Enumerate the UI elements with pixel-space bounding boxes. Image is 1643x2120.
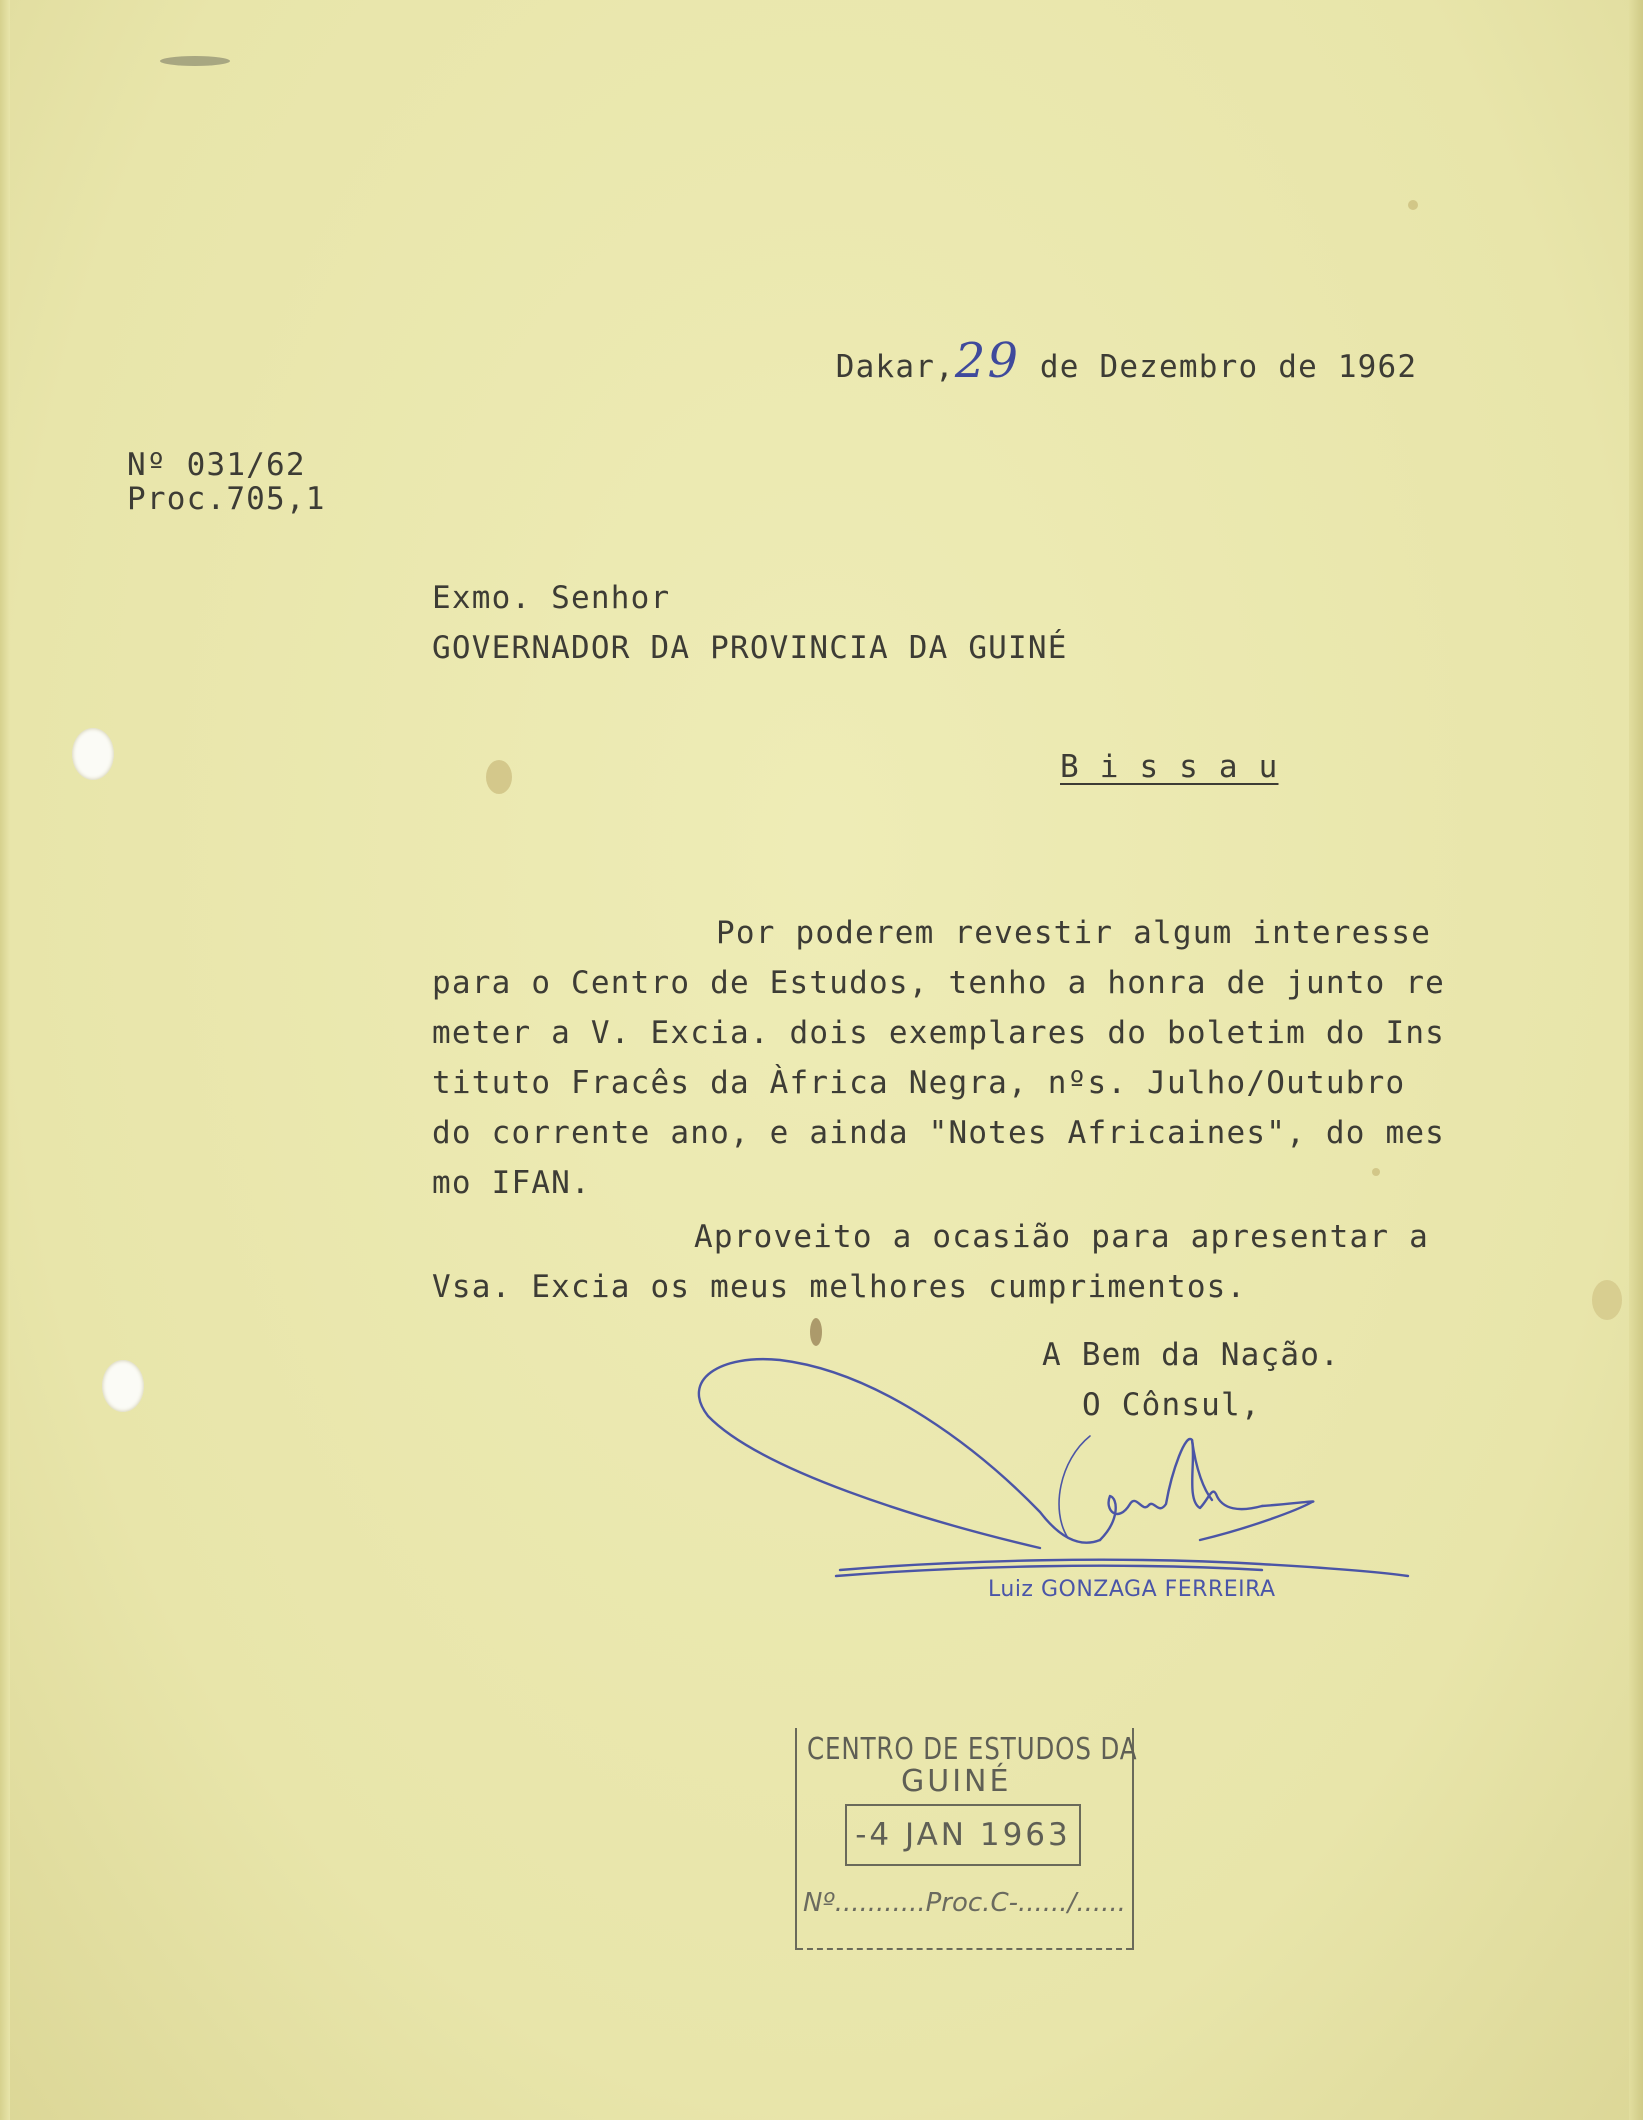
stamp-bottom-border: [797, 1948, 1132, 1950]
body-line: do corrente ano, e ainda "Notes Africaines", do mes: [432, 1115, 1446, 1151]
receiving-stamp: [795, 1728, 1138, 1950]
date-suffix: de Dezembro de 1962: [1020, 349, 1418, 385]
valediction: A Bem da Nação.: [1042, 1337, 1340, 1373]
body-line: Por poderem revestir algum interesse: [716, 915, 1432, 951]
date-prefix: Dakar,: [835, 349, 955, 385]
printed-signatory-name: Luiz GONZAGA FERREIRA: [988, 1577, 1276, 1602]
addressee-title: GOVERNADOR DA PROVINCIA DA GUINÉ: [432, 630, 1068, 666]
stamp-place: GUINÉ: [901, 1764, 1012, 1799]
reference-number: Nº 031/62: [127, 447, 306, 483]
body-line: tituto Fracês da Àfrica Negra, nºs. Julho/Outubro: [432, 1065, 1406, 1101]
body-line: para o Centro de Estudos, tenho a honra de junto re: [432, 965, 1446, 1001]
stamp-date: -4 JAN 1963: [845, 1804, 1081, 1866]
date-day-handwritten: 29: [954, 333, 1020, 389]
body-line: Aproveito a ocasião para apresentar a: [694, 1219, 1429, 1255]
stamp-number-fields: Nº...........Proc.C-....../......: [803, 1888, 1126, 1918]
stamp-institution: CENTRO DE ESTUDOS DA: [807, 1732, 1138, 1767]
addressee-city: B i s s a u: [1060, 749, 1279, 785]
signatory-role: O Cônsul,: [1082, 1387, 1261, 1423]
body-line: meter a V. Excia. dois exemplares do boletim do Ins: [432, 1015, 1446, 1051]
process-number: Proc.705,1: [127, 481, 326, 517]
body-line: mo IFAN.: [432, 1165, 591, 1201]
salutation: Exmo. Senhor: [432, 580, 671, 616]
body-line: Vsa. Excia os meus melhores cumprimentos.: [432, 1269, 1247, 1305]
